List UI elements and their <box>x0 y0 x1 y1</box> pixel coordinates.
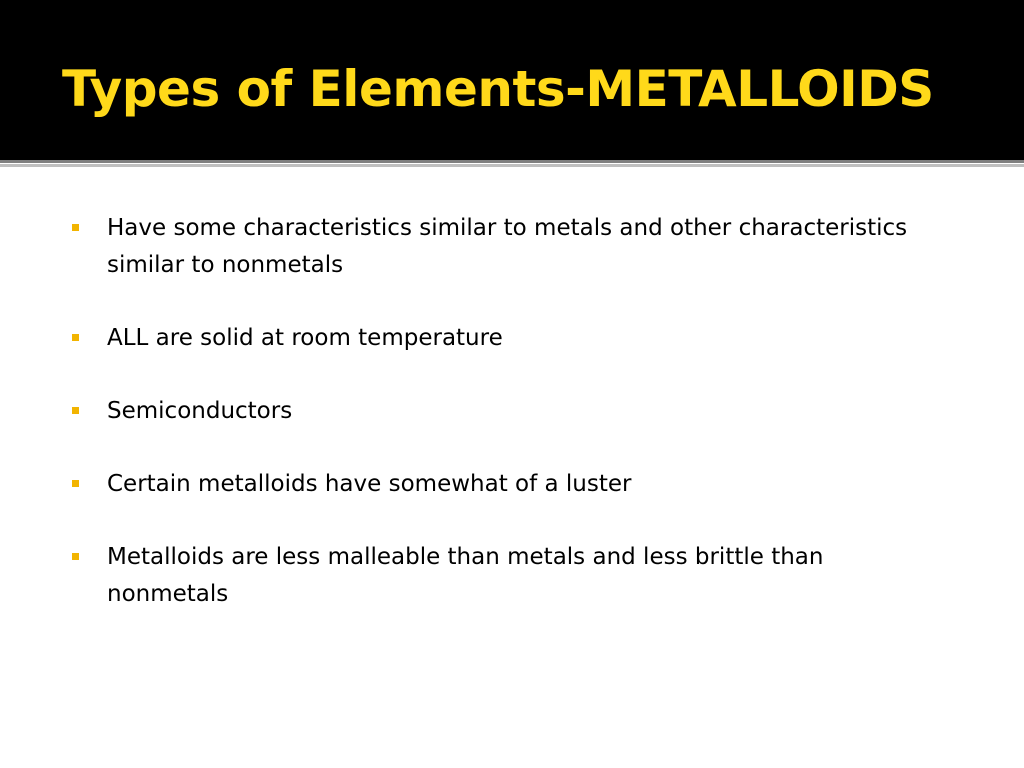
bullet-item <box>72 210 952 284</box>
square-bullet-icon <box>72 407 79 414</box>
title-divider-light <box>0 164 1024 167</box>
bullet-item <box>72 393 952 430</box>
slide-title: Types of Elements-METALLOIDS <box>62 60 934 118</box>
title-divider-dark <box>0 160 1024 163</box>
bullet-text: Have some characteristics similar to metals and other characteristics similar to nonmetals <box>107 215 908 278</box>
bullet-item <box>72 539 952 613</box>
bullet-list <box>72 210 952 649</box>
title-bar <box>0 0 1024 160</box>
square-bullet-icon <box>72 480 79 487</box>
bullet-text: Semiconductors <box>107 398 293 424</box>
bullet-text: Metalloids are less malleable than metals and less brittle than nonmetals <box>107 544 824 607</box>
square-bullet-icon <box>72 334 79 341</box>
square-bullet-icon <box>72 553 79 560</box>
square-bullet-icon <box>72 224 79 231</box>
bullet-text: ALL are solid at room temperature <box>107 325 503 351</box>
bullet-item <box>72 320 952 357</box>
bullet-item <box>72 466 952 503</box>
bullet-text: Certain metalloids have somewhat of a luster <box>107 471 632 497</box>
